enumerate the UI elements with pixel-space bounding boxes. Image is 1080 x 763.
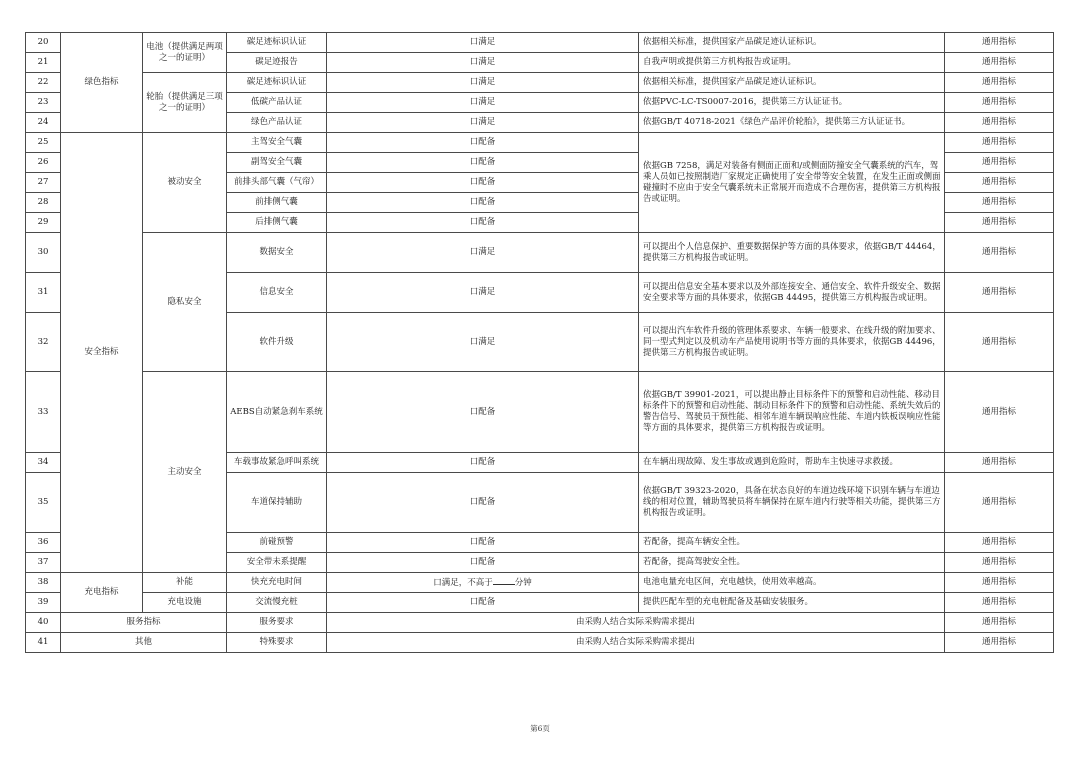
row-number: 28: [26, 193, 61, 213]
indicator-type: 通用指标: [945, 233, 1054, 273]
row-number: 41: [26, 633, 61, 653]
requirement-suffix: 分钟: [514, 578, 532, 588]
subcategory-privacy: 隐私安全: [143, 233, 227, 372]
description-cell: 依据GB/T 40718-2021《绿色产品评价轮胎》，提供第三方认证证书。: [639, 113, 945, 133]
item-name: 特殊要求: [227, 633, 327, 653]
description-cell: 自我声明或提供第三方机构报告或证明。: [639, 53, 945, 73]
indicator-table: [25, 32, 1054, 653]
category-green: 绿色指标: [61, 33, 143, 133]
item-name: 前排侧气囊: [227, 193, 327, 213]
item-name: 交流慢充桩: [227, 593, 327, 613]
description-cell: 依据相关标准，提供国家产品碳足迹认证标识。: [639, 73, 945, 93]
item-name: 前排头部气囊（气帘）: [227, 173, 327, 193]
table-row: [26, 593, 1054, 613]
indicator-type: 通用指标: [945, 113, 1054, 133]
indicator-type: 通用指标: [945, 213, 1054, 233]
row-number: 36: [26, 533, 61, 553]
indicator-type: 通用指标: [945, 453, 1054, 473]
indicator-type: 通用指标: [945, 33, 1054, 53]
indicator-type: 通用指标: [945, 553, 1054, 573]
indicator-type: 通用指标: [945, 533, 1054, 553]
requirement-cell: 口满足: [327, 273, 639, 313]
indicator-type: 通用指标: [945, 73, 1054, 93]
row-number: 26: [26, 153, 61, 173]
indicator-type: 通用指标: [945, 93, 1054, 113]
requirement-cell: 口满足: [327, 93, 639, 113]
row-number: 40: [26, 613, 61, 633]
item-name: 服务要求: [227, 613, 327, 633]
subcategory-active: 主动安全: [143, 372, 227, 573]
table-row: [26, 633, 1054, 653]
indicator-type: 通用指标: [945, 273, 1054, 313]
requirement-cell: [327, 573, 639, 593]
requirement-cell: 口配备: [327, 372, 639, 453]
item-name: 安全带未系提醒: [227, 553, 327, 573]
description-cell: 电池电量充电区间，充电越快，使用效率越高。: [639, 573, 945, 593]
item-name: 主驾安全气囊: [227, 133, 327, 153]
indicator-type: 通用指标: [945, 193, 1054, 213]
indicator-type: 通用指标: [945, 173, 1054, 193]
indicator-type: 通用指标: [945, 53, 1054, 73]
description-cell: 依据相关标准，提供国家产品碳足迹认证标识。: [639, 33, 945, 53]
indicator-type: 通用指标: [945, 593, 1054, 613]
description-cell: 依据GB/T 39323-2020，具备在状态良好的车道边线环境下识别车辆与车道边线的相对位置，辅助驾驶员将车辆保持在原车道内行驶等相关功能，提供第三方机构报告或证明。: [639, 473, 945, 533]
item-name: 软件升级: [227, 313, 327, 372]
row-number: 23: [26, 93, 61, 113]
row-number: 22: [26, 73, 61, 93]
description-cell: 可以提出个人信息保护、重要数据保护等方面的具体要求，依据GB/T 44464，提供第三方机构报告或证明。: [639, 233, 945, 273]
table-row: [26, 372, 1054, 453]
item-name: 数据安全: [227, 233, 327, 273]
requirement-cell: 口满足: [327, 313, 639, 372]
table-row: [26, 233, 1054, 273]
row-number: 20: [26, 33, 61, 53]
row-number: 24: [26, 113, 61, 133]
subcategory-battery: 电池（提供满足两项之一的证明）: [143, 33, 227, 73]
description-cell: 若配备，提高驾驶安全性。: [639, 553, 945, 573]
item-name: 低碳产品认证: [227, 93, 327, 113]
row-number: 35: [26, 473, 61, 533]
airbag-description: 依据GB 7258，满足对装备有侧面正面和/或侧面防撞安全气囊系统的汽车，驾乘人员如已按照制造厂家规定正确使用了安全带等安全装置，在发生正面或侧面碰撞时不应由于安全气囊系统未正常展开而造成不合理伤害，提供第三方机构报告或证明。: [639, 153, 945, 213]
row-number: 38: [26, 573, 61, 593]
page-number: 第6页: [530, 724, 550, 733]
item-name: 碳足迹标识认证: [227, 73, 327, 93]
description-cell: 可以提出信息安全基本要求以及外部连接安全、通信安全、软件升级安全、数据安全要求等方面的具体要求，依据GB 44495，提供第三方机构报告或证明。: [639, 273, 945, 313]
indicator-type: 通用指标: [945, 313, 1054, 372]
row-number: 39: [26, 593, 61, 613]
row-number: 27: [26, 173, 61, 193]
description-cell: 提供匹配车型的充电桩配备及基础安装服务。: [639, 593, 945, 613]
indicator-type: 通用指标: [945, 473, 1054, 533]
table-row: [26, 33, 1054, 53]
category-service: 服务指标: [61, 613, 227, 633]
description-cell: 若配备，提高车辆安全性。: [639, 533, 945, 553]
subcategory-facility: 充电设施: [143, 593, 227, 613]
row-number: 32: [26, 313, 61, 372]
row-number: 33: [26, 372, 61, 453]
item-name: 副驾安全气囊: [227, 153, 327, 173]
requirement-cell: 口满足: [327, 53, 639, 73]
description-cell: 由采购人结合实际采购需求提出: [327, 633, 945, 653]
table-row: [26, 573, 1054, 593]
item-name: 信息安全: [227, 273, 327, 313]
row-number: 34: [26, 453, 61, 473]
row-number: 21: [26, 53, 61, 73]
row-number: 37: [26, 553, 61, 573]
item-name: 快充充电时间: [227, 573, 327, 593]
requirement-cell: 口配备: [327, 593, 639, 613]
item-name: 前碰预警: [227, 533, 327, 553]
requirement-cell: 口配备: [327, 193, 639, 213]
table-row: [26, 133, 1054, 153]
subcategory-passive: 被动安全: [143, 133, 227, 233]
row-number: 29: [26, 213, 61, 233]
requirement-cell: 口配备: [327, 213, 639, 233]
requirement-cell: 口配备: [327, 173, 639, 193]
row-number: 31: [26, 273, 61, 313]
description-cell: 在车辆出现故障、发生事故或遇到危险时，帮助车主快速寻求救援。: [639, 453, 945, 473]
category-other: 其他: [61, 633, 227, 653]
item-name: 绿色产品认证: [227, 113, 327, 133]
description-cell: 依据PVC-LC-TS0007-2016，提供第三方认证证书。: [639, 93, 945, 113]
indicator-type: 通用指标: [945, 613, 1054, 633]
item-name: 碳足迹报告: [227, 53, 327, 73]
requirement-cell: 口配备: [327, 473, 639, 533]
requirement-cell: 口满足: [327, 113, 639, 133]
requirement-cell: 口配备: [327, 533, 639, 553]
requirement-cell: 口满足: [327, 233, 639, 273]
requirement-prefix: 口满足，不高于: [433, 578, 493, 588]
item-name: AEBS自动紧急刹车系统: [227, 372, 327, 453]
requirement-cell: 口配备: [327, 133, 639, 153]
subcategory-tire: 轮胎（提供满足三项之一的证明）: [143, 73, 227, 133]
item-name: 碳足迹标识认证: [227, 33, 327, 53]
subcategory-replenish: 补能: [143, 573, 227, 593]
indicator-type: 通用指标: [945, 633, 1054, 653]
description-cell: 由采购人结合实际采购需求提出: [327, 613, 945, 633]
description-cell: 依据GB/T 39901-2021，可以提出静止目标条件下的预警和启动性能、移动目标条件下的预警和启动性能、制动目标条件下的预警和启动性能、系统失效后的警告信号、驾驶员干预性能、相邻车道车辆误响应性能、车道内铁板误响应性能等方面的具体要求，提供第三方机构报告或证明。: [639, 372, 945, 453]
item-name: 后排侧气囊: [227, 213, 327, 233]
item-name: 车载事故紧急呼叫系统: [227, 453, 327, 473]
minutes-blank: [493, 576, 515, 585]
requirement-cell: 口满足: [327, 33, 639, 53]
requirement-cell: 口配备: [327, 153, 639, 173]
table-row: [26, 613, 1054, 633]
row-number: 25: [26, 133, 61, 153]
category-charging: 充电指标: [61, 573, 143, 613]
indicator-type: 通用指标: [945, 153, 1054, 173]
category-safety: 安全指标: [61, 133, 143, 573]
table-row: [26, 73, 1054, 93]
description-cell: 可以提出汽车软件升级的管理体系要求、车辆一般要求、在线升级的附加要求、同一型式判定以及机动车产品使用说明书等方面的具体要求，依据GB 44496，提供第三方机构报告或证明。: [639, 313, 945, 372]
row-number: 30: [26, 233, 61, 273]
requirement-cell: 口配备: [327, 453, 639, 473]
indicator-type: 通用指标: [945, 573, 1054, 593]
indicator-type: 通用指标: [945, 133, 1054, 153]
item-name: 车道保持辅助: [227, 473, 327, 533]
requirement-cell: 口配备: [327, 553, 639, 573]
indicator-type: 通用指标: [945, 372, 1054, 453]
requirement-cell: 口满足: [327, 73, 639, 93]
